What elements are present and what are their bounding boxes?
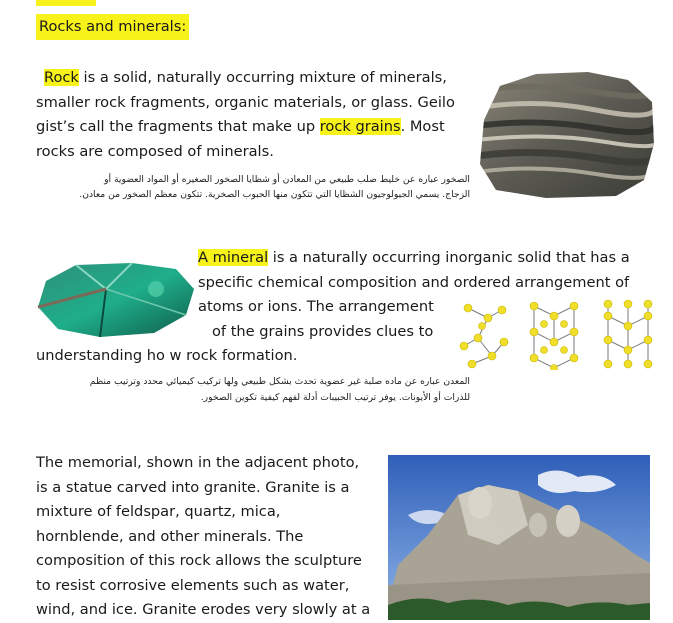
mineral-line-3: atoms or ions. The arrangement xyxy=(198,298,434,315)
mineral-line-5: understanding ho w rock formation. xyxy=(36,347,298,364)
granite-line-7: wind, and ice. Granite erodes very slowly at a xyxy=(36,601,371,618)
mineral-line-4: of the grains provides clues to xyxy=(212,322,434,340)
granite-line-2: is a statue carved into granite. Granite is a xyxy=(36,478,350,496)
crystal-structure-diagram xyxy=(458,298,658,370)
rock-line-4: rocks are composed of minerals. xyxy=(36,142,274,160)
granite-paragraph xyxy=(36,451,370,623)
page-heading: Rocks and minerals: xyxy=(36,14,189,40)
memorial-photo xyxy=(388,455,650,620)
rock-photo xyxy=(476,68,656,200)
granite-line-4: hornblende, and other minerals. The xyxy=(36,527,304,545)
mineral-line-2: specific chemical composition and ordered arrangement of xyxy=(198,273,630,291)
granite-line-6: to resist corrosive elements such as water, xyxy=(36,576,350,594)
mineral-arabic-1: المعدن عباره عن ماده صلبة غير عضوية تحدث بشكل طبيعي ولها تركيب كيميائي محدد وترتيب منظم xyxy=(89,376,470,387)
highlight-bar xyxy=(36,0,96,6)
mineral-line-1: A mineral is a naturally occurring inorganic solid that has a xyxy=(198,249,630,266)
rock-arabic-2: الزجاج. يسمي الجيولوجيون الشظايا التي تتكون منها الحبوب الصخرية. تتكون معظم الصخور من معادن. xyxy=(79,189,470,200)
granite-line-3: mixture of feldspar, quartz, mica, xyxy=(36,503,281,520)
mineral-term: A mineral xyxy=(198,249,269,266)
granite-line-1: The memorial, shown in the adjacent photo, xyxy=(36,454,360,471)
rock-line-1: Rock is a solid, naturally occurring mixture of minerals, xyxy=(44,69,447,86)
rock-line-2: smaller rock fragments, organic materials, or glass. Geilo xyxy=(36,93,455,111)
rock-line-3: gist’s call the fragments that make up rock grains. Most xyxy=(36,118,445,135)
mineral-arabic-2: للذرات أو الأيونات. يوفر ترتيب الحبيبات أدلة لفهم كيفية تكوين الصخور. xyxy=(200,392,470,403)
granite-line-5: composition of this rock allows the sculpture xyxy=(36,552,362,569)
rock-paragraph xyxy=(36,66,455,164)
rock-arabic-1: الصخور عباره عن خليط صلب طبيعي من المعادن أو شظايا الصخور الصغيره أو المواد العضوية أو xyxy=(104,174,470,185)
rock-grains-term: rock grains xyxy=(319,118,401,135)
rock-term: Rock xyxy=(44,69,79,86)
